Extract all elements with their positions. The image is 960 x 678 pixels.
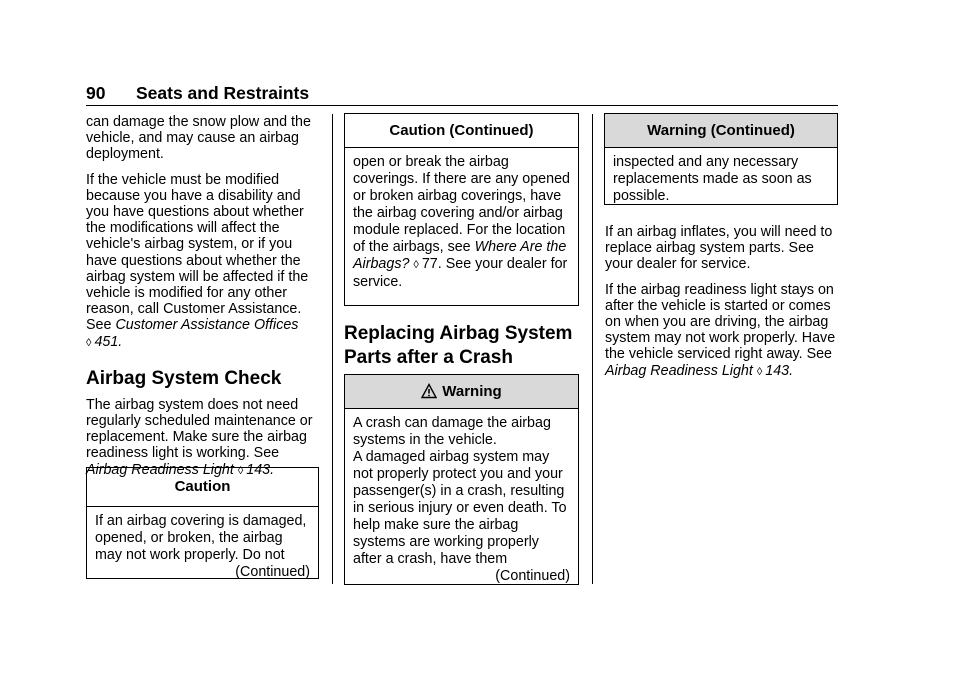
paragraph-text: If the airbag readiness light stays on after the vehicle is started or comes on when you are driving, the airbag system may not work properly. Have the vehicle serviced right away. See <box>605 281 836 363</box>
column-divider <box>332 114 333 584</box>
page-reference[interactable]: 143 <box>765 362 790 379</box>
continued-label: (Continued) <box>495 568 570 584</box>
section-title: Seats and Restraints <box>136 83 310 103</box>
paragraph-text: The airbag system does not need regularly scheduled maintenance or replacement. Make sure the airbag readiness light is working. See <box>86 396 313 462</box>
paragraph: If the airbag readiness light stays on after the vehicle is started or comes on when you are driving, the airbag system may not work properly. Have the vehicle serviced right away. See Airbag Readiness Light ◊ 143. <box>605 281 836 379</box>
page-ref-icon: ◊ <box>413 259 419 271</box>
warning-text: A crash can damage the airbag systems in the vehicle. <box>353 415 551 448</box>
warning-title: Warning <box>442 383 502 400</box>
warning-text: inspected and any necessary replacements made as soon as possible. <box>613 154 812 204</box>
caution-text-body: open or break the airbag coverings. If there are any opened or broken airbag coverings, have the airbag covering and/or airbag module replaced. For the location of the airbags, see <box>353 154 570 255</box>
caution-text: If an airbag covering is damaged, opened, or broken, the airbag may not work properly. Do not <box>95 513 307 563</box>
caution-text-tail: . See your dealer for service. <box>353 256 568 290</box>
page-ref-icon: ◊ <box>237 464 244 477</box>
paragraph: can damage the snow plow and the vehicle, and may cause an airbag deployment. <box>86 114 311 163</box>
page-header <box>86 83 838 106</box>
column-divider <box>592 114 593 584</box>
section-heading: Airbag System Check <box>86 367 282 389</box>
page-reference[interactable]: 143 <box>246 461 271 478</box>
caution-box <box>86 464 319 580</box>
column-1 <box>86 114 320 488</box>
cross-reference-link[interactable]: Where Are the Airbags? <box>353 239 567 272</box>
page-reference[interactable]: 77 <box>421 256 438 272</box>
paragraph-text: If the vehicle must be modified because you have a disability and you have questions about whether the modifications will affect the vehicle's airbag system, or if you have questions about whether the airbag system will be affected if the vehicle is modified for any other reason, call Customer Assistance. See <box>86 171 309 334</box>
warning-continued-box <box>604 113 838 205</box>
section-heading: Replacing Airbag System Parts after a Crash <box>344 323 573 368</box>
paragraph: If an airbag inflates, you will need to replace airbag system parts. See your dealer for service. <box>605 224 833 273</box>
caution-title: Caution <box>87 468 318 507</box>
paragraph: The airbag system does not need regularly scheduled maintenance or replacement. Make sure the airbag readiness light is working. See Airbag Readiness Light ◊ 143. <box>86 396 313 478</box>
cross-reference-link[interactable]: Customer Assistance Offices <box>115 317 299 334</box>
page-ref-icon: ◊ <box>86 336 92 349</box>
warning-icon <box>421 378 437 411</box>
caution-text <box>353 154 570 291</box>
continued-label: (Continued) <box>235 564 310 580</box>
column-3 <box>605 224 839 389</box>
caution-title: Caution (Continued) <box>345 114 578 148</box>
page-number: 90 <box>86 83 106 103</box>
warning-title: Warning (Continued) <box>605 114 837 148</box>
page-reference[interactable]: 451 <box>94 333 119 350</box>
warning-text: A damaged airbag system may not properly protect you and your passenger(s) in a crash, resulting in serious injury or even death. To help make sure the airbag systems are working properly after a crash, have them <box>353 449 567 567</box>
warning-box <box>344 374 579 585</box>
paragraph: If the vehicle must be modified because you have a disability and you have questions about whether the modifications will affect the vehicle's airbag system, or if you have questions about whether the airbag system will be affected if the vehicle is modified for any other reason, call Customer Assistance. See Customer Assistance Offices ◊ 451. <box>86 171 309 350</box>
caution-continued-box <box>344 113 579 306</box>
warning-title-bar <box>345 375 578 409</box>
cross-reference-link[interactable]: Airbag Readiness Light <box>605 362 753 379</box>
cross-reference-link[interactable]: Airbag Readiness Light <box>86 461 234 478</box>
page-ref-icon: ◊ <box>756 365 763 378</box>
